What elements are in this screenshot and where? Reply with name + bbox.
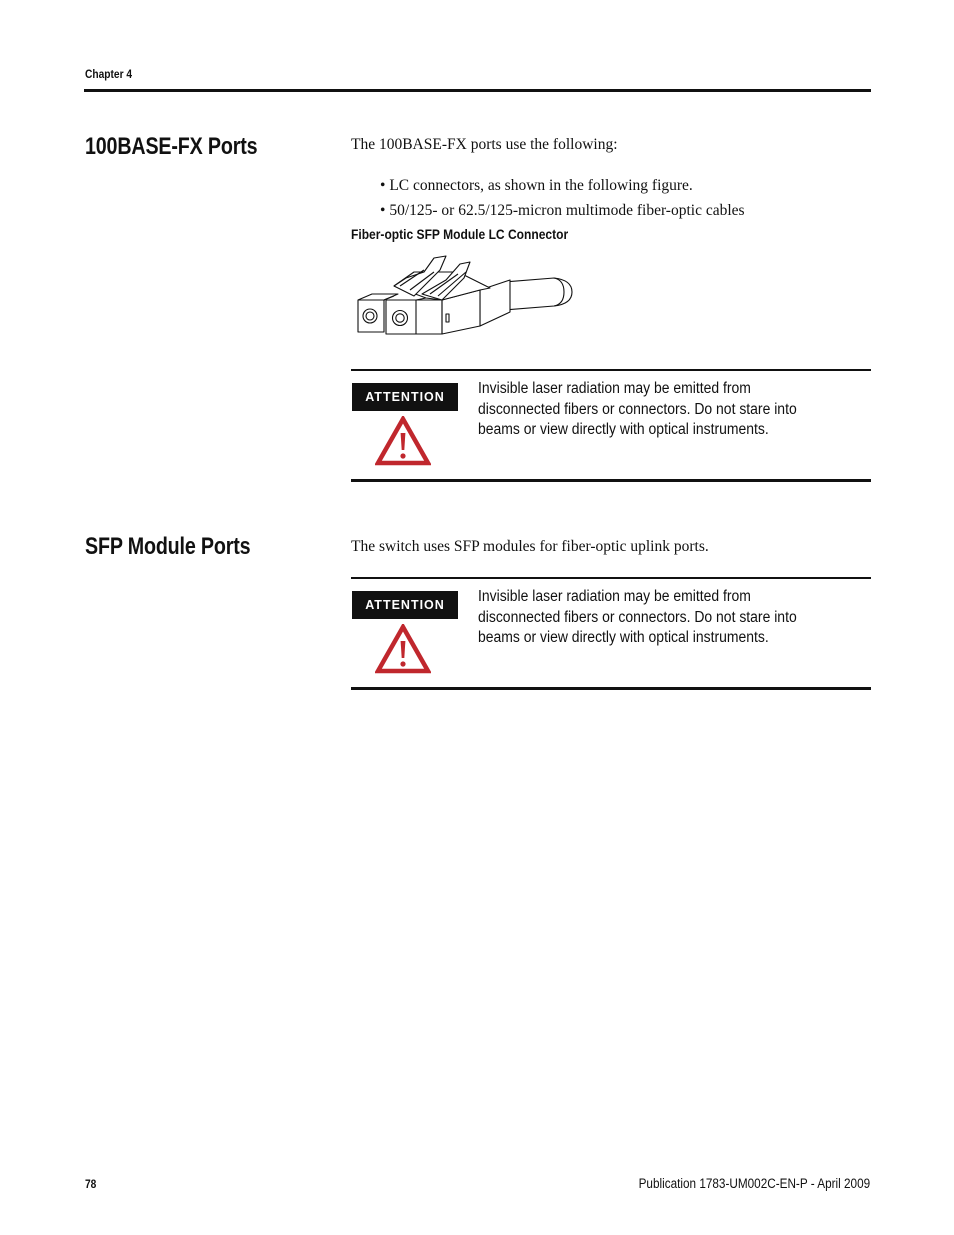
list-item — [380, 202, 745, 220]
attention-top-rule — [351, 577, 871, 579]
bullet-text: 50/125- or 62.5/125-micron multimode fiber-optic cables — [389, 202, 745, 219]
bullet-icon: • — [380, 177, 386, 194]
section2-intro: The switch uses SFP modules for fiber-optic uplink ports. — [351, 538, 709, 555]
bullet-text: LC connectors, as shown in the following figure. — [389, 177, 693, 194]
bullet-icon: • — [380, 202, 386, 219]
warning-triangle-icon — [375, 624, 431, 674]
list-item — [380, 177, 693, 195]
section-title-100base-fx: 100BASE-FX Ports — [85, 133, 258, 160]
attention-text: Invisible laser radiation may be emitted from disconnected fibers or connectors. Do not stare into beams or view directly with optical instruments. — [478, 380, 797, 438]
publication-info: Publication 1783-UM002C-EN-P - April 2009 — [638, 1176, 870, 1191]
attention-label: ATTENTION — [352, 591, 458, 619]
attention-box — [351, 369, 871, 483]
section1-intro: The 100BASE-FX ports use the following: — [351, 136, 618, 153]
attention-bottom-rule — [351, 479, 871, 482]
attention-box — [351, 577, 871, 691]
figure-caption: Fiber-optic SFP Module LC Connector — [351, 226, 569, 242]
attention-top-rule — [351, 369, 871, 371]
section-title-sfp-module: SFP Module Ports — [85, 533, 251, 560]
warning-triangle-icon — [375, 416, 431, 466]
attention-text: Invisible laser radiation may be emitted from disconnected fibers or connectors. Do not stare into beams or view directly with optical instruments. — [478, 588, 797, 646]
attention-bottom-rule — [351, 687, 871, 690]
page-number: 78 — [85, 1177, 97, 1191]
chapter-label: Chapter 4 — [85, 67, 133, 81]
attention-label: ATTENTION — [352, 383, 458, 411]
lc-connector-illustration — [354, 250, 576, 340]
header-rule — [84, 89, 871, 92]
